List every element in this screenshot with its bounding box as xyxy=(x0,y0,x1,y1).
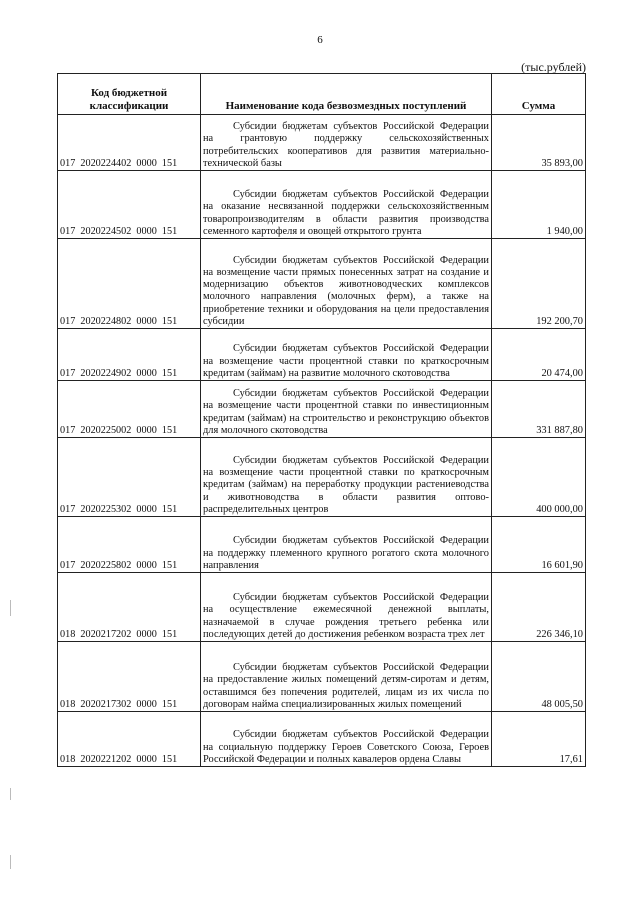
table-row xyxy=(58,329,586,381)
budget-code: 018 2020221202 0000 151 xyxy=(58,712,201,767)
amount: 400 000,00 xyxy=(492,438,586,517)
amount: 48 005,50 xyxy=(492,642,586,712)
amount: 20 474,00 xyxy=(492,329,586,381)
table-row xyxy=(58,642,586,712)
header-sum: Сумма xyxy=(492,74,586,115)
budget-code: 017 2020225302 0000 151 xyxy=(58,438,201,517)
amount: 16 601,90 xyxy=(492,517,586,573)
amount: 226 346,10 xyxy=(492,573,586,642)
budget-code: 017 2020224402 0000 151 xyxy=(58,115,201,171)
revenue-name: Субсидии бюджетам субъектов Российской Федерации на предоставление жилых помещений детям-сиротам и детям, оставшимся без попечения родителей, лицам из их числа по договорам найма специализированных жилых помещений xyxy=(201,642,492,712)
amount: 35 893,00 xyxy=(492,115,586,171)
table-row xyxy=(58,573,586,642)
table-row xyxy=(58,381,586,438)
revenue-name: Субсидии бюджетам субъектов Российской Федерации на возмещение части процентной ставки по краткосрочным кредитам (займам) на развитие молочного скотоводства xyxy=(201,329,492,381)
units-label: (тыс.рублей) xyxy=(521,60,586,74)
scan-edge-mark xyxy=(10,600,11,616)
revenue-name: Субсидии бюджетам субъектов Российской Федерации на возмещение части процентной ставки по инвестиционным кредитам (займам) на строительство и реконструкцию объектов для молочного скотоводства xyxy=(201,381,492,438)
table-row xyxy=(58,171,586,239)
table-row xyxy=(58,712,586,767)
amount: 17,61 xyxy=(492,712,586,767)
revenue-name: Субсидии бюджетам субъектов Российской Федерации на возмещение части прямых понесенных затрат на создание и модернизацию объектов животноводческих комплексов молочного направления (молочных ферм), а также на приобретение техники и оборудования на цели предоставления субсидии xyxy=(201,239,492,329)
budget-code: 017 2020225802 0000 151 xyxy=(58,517,201,573)
table-row xyxy=(58,239,586,329)
budget-code: 018 2020217202 0000 151 xyxy=(58,573,201,642)
table-header-row xyxy=(58,74,586,115)
scan-edge-mark xyxy=(10,855,11,869)
budget-code: 018 2020217302 0000 151 xyxy=(58,642,201,712)
scan-edge-mark xyxy=(10,788,11,800)
header-code: Код бюджетной классификации xyxy=(58,74,201,115)
amount: 192 200,70 xyxy=(492,239,586,329)
amount: 331 887,80 xyxy=(492,381,586,438)
amount: 1 940,00 xyxy=(492,171,586,239)
header-name: Наименование кода безвозмездных поступлений xyxy=(201,74,492,115)
page-number: 6 xyxy=(317,34,323,46)
revenue-name: Субсидии бюджетам субъектов Российской Федерации на оказание несвязанной поддержки сельскохозяйственным товаропроизводителям в области развития производства семенного картофеля и овощей открытого грунта xyxy=(201,171,492,239)
budget-code: 017 2020224802 0000 151 xyxy=(58,239,201,329)
revenue-name: Субсидии бюджетам субъектов Российской Федерации на социальную поддержку Героев Советского Союза, Героев Российской Федерации и полных кавалеров ордена Славы xyxy=(201,712,492,767)
revenue-name: Субсидии бюджетам субъектов Российской Федерации на грантовую поддержку сельскохозяйственных потребительских кооперативов для развития материально-технической базы xyxy=(201,115,492,171)
table-row xyxy=(58,438,586,517)
table-row xyxy=(58,115,586,171)
revenue-name: Субсидии бюджетам субъектов Российской Федерации на осуществление ежемесячной денежной выплаты, назначаемой в случае рождения третьего ребенка или последующих детей до достижения ребенком возраста трех лет xyxy=(201,573,492,642)
table-row xyxy=(58,517,586,573)
budget-code: 017 2020224502 0000 151 xyxy=(58,171,201,239)
revenue-name: Субсидии бюджетам субъектов Российской Федерации на поддержку племенного крупного рогатого скота молочного направления xyxy=(201,517,492,573)
revenue-name: Субсидии бюджетам субъектов Российской Федерации на возмещение части процентной ставки по краткосрочным кредитам (займам) на переработку продукции растениеводства и животноводства в области развития оптово-распределительных центров xyxy=(201,438,492,517)
budget-code: 017 2020225002 0000 151 xyxy=(58,381,201,438)
subsidies-table xyxy=(57,73,586,767)
budget-code: 017 2020224902 0000 151 xyxy=(58,329,201,381)
